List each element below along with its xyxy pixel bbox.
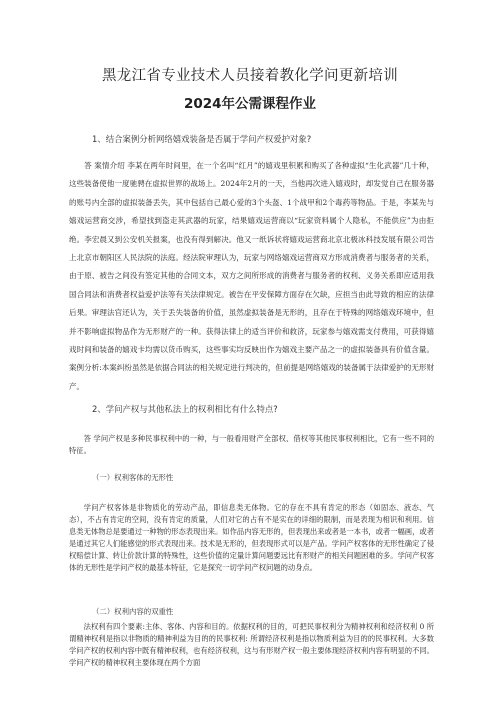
answer-2-section-1-text: 学问产权客体是非物质化的劳动产品，即信息类无体物。它的存在不具有肯定的形态（如固态、液态、气态），不占有肯定的空间，没有肯定的质量，人们对它的占有不是实在的详细的限制，而是表现为相识和利用。信息类无体物总是要通过一种物的形态表现出来。如作品内容无形的，但表现出来或者是一本书，或者一幅画，或者是通过其它人们能感觉的形式表现出来。技术是无形的，但表现形式可以是产品。学问产权客体的无形性确定了侵权赔偿计算、转让价款计算的特殊性，这些价值的定量计算问题要远比有形财产的相关问题困难的多。学问产权客体的无形性是学问产权的最基本特征，它是探究一切学问产权问题的动身点。 <box>69 503 434 572</box>
answer-2-section-2 <box>69 621 434 669</box>
document-title: 黑龙江省专业技术人员接着教化学问更新培训 <box>102 68 398 84</box>
answer-2-section-1 <box>69 502 434 574</box>
document-subtitle: 2024年公需课程作业 <box>183 96 317 112</box>
answer-2-intro <box>69 433 434 458</box>
question-2: 2、学问产权与其他私法上的权利相比有什么特点? <box>92 404 278 414</box>
question-1: 1、结合案例分析网络嬉戏装备是否属于学问产权爱护对象? <box>92 134 312 144</box>
answer-2-section-2-text: 法权利有四个要素:主体、客体、内容和目的。依据权利的目的，可把民事权利分为精神权利和经济权利 0 所谓精神权利是指以非物质的精神利益为目的的民事权利: 所谓经济权利是指以物质利益为目的的民事权利。大多数学问产权的权利内容中既有精神权利，也有经济权利，这与有形财产权一般主要体现经济权利内容有明显的不同。学问产权的精神权利主要体现在两个方面 <box>69 622 434 667</box>
answer-1 <box>69 157 434 396</box>
answer-1-text: 答 案情介绍 李某在两年时间里，在一个名叫“红月”的嬉戏里积累和购买了各种虚拟“生化武器”几十种，这些装备使他一度驰骋在虚拟世界的战场上。2024年2月的一天，当他再次进入嬉戏时，却发觉自己在服务器的账号内全部的虚拟装备丢失，其中包括自己最心爱的3个头盔、1个战甲和2个毒药等物品。于是，李某先与嬉戏运营商交涉，希望找到盗走其武器的玩家，结果嬉戏运营商以“玩家资料属个人隐私，不能供应”为由拒绝。李宏晨又到公安机关报案，也没有得到解决。他又一纸诉状将嬉戏运营商北京北极冰科技发展有限公司告上北京市朝阳区人民法院的法庭。经法院审理认为，玩家与网络嬉戏运营商双方形成消费者与服务者的关系，由于原、被告之间没有签定其他的合同文本，双方之间所形成的消费者与服务者的权利、义务关系即应适用我国合同法和消费者权益爱护法等有关法律规定。被告在平安保障方面存在欠缺，应担当由此导致的相应的法律后果。审理法官还认为，关于丢失装备的价值，虽然虚拟装备是无形的，且存在于特殊的网络嬉戏环境中，但并不影响虚拟物品作为无形财产的一种。获得法律上的适当评价和救济，玩家参与嬉戏需支付费用，可获得嬉戏时间和装备的嬉戏卡均需以货币购买，这些事实均反映出作为嬉戏主要产品之一的虚拟装备具有价值含量。案例分析:本案纠纷虽然是依据合同法的相关规定进行判决的，但前提是网络嬉戏的装备属于法律爱护的无形财产。 <box>69 161 434 391</box>
section-heading-2: （二）权利内容的双重性 <box>92 607 174 616</box>
section-heading-1: （一）权利客体的无形性 <box>92 473 174 482</box>
answer-2-intro-text: 答 学问产权是多种民事权利中的一种，与一般看用财产全部权、借权等其他民事权利相比，它有一些不同的特征。 <box>69 434 434 456</box>
